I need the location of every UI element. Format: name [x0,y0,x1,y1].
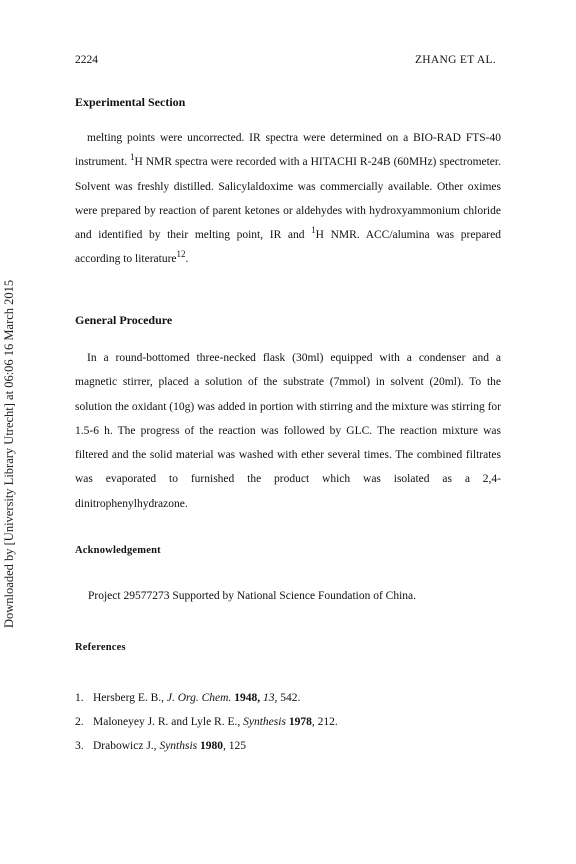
experimental-paragraph [75,126,501,272]
nmr-superscript: 1 [130,152,135,163]
general-procedure-paragraph [75,346,501,516]
references-heading: References [75,642,126,653]
experimental-text-d: . [185,253,189,266]
general-procedure-text: In a round-bottomed three-necked flask (30ml) equipped with a condenser and a magnetic stirrer, placed a solution of the substrate (7mmol) in solvent (20ml). To the solution the oxidant (10g) was added in portion with stirring and the mixture was stirring for 1.5-6 h. The progress of the reaction was followed by GLC. The reaction mixture was filtered and the solid material was washed with ether several times. The combined filtrates was evaporated to furnished the product which was isolated as a 2,4-dinitrophenylhydrazone. [75,352,501,510]
acknowledgement-heading: Acknowledgement [75,545,161,556]
experimental-heading: Experimental Section [75,95,186,109]
general-procedure-heading: General Procedure [75,313,173,327]
citation-superscript: 12 [176,249,186,260]
download-stamp: Downloaded by [University Library Utrecht] at 06:06 16 March 2015 [2,279,16,628]
reference-list [75,686,338,758]
acknowledgement-text: Project 29577273 Supported by National Science Foundation of China. [88,590,417,602]
reference-item: 1. Hersberg E. B., J. Org. Chem. 1948, 13, 542. [75,692,301,704]
experimental-text-b: H NMR spectra were recorded with a HITACHI R-24B (60MHz) spectrometer. Solvent was freshly distilled. Salicylaldoxime was commercially available. Other oximes were prepared by reaction of parent ketones or aldehydes with hydroxyammonium chloride and identified by their melting point, IR and [75,156,501,242]
running-head: ZHANG ET AL. [414,54,496,66]
nmr-superscript-2: 1 [311,225,316,236]
reference-item: 2. Maloneyey J. R. and Lyle R. E., Synthesis 1978, 212. [75,716,338,728]
reference-item: 3. Drabowicz J., Synthsis 1980, 125 [75,740,247,752]
page-number: 2224 [75,54,98,66]
experimental-text-a: melting points were uncorrected. IR spectra were determined on a BIO-RAD FTS-40 instrument. [75,132,501,169]
experimental-text-c: H NMR. ACC/alumina was prepared according to literature [75,229,501,266]
